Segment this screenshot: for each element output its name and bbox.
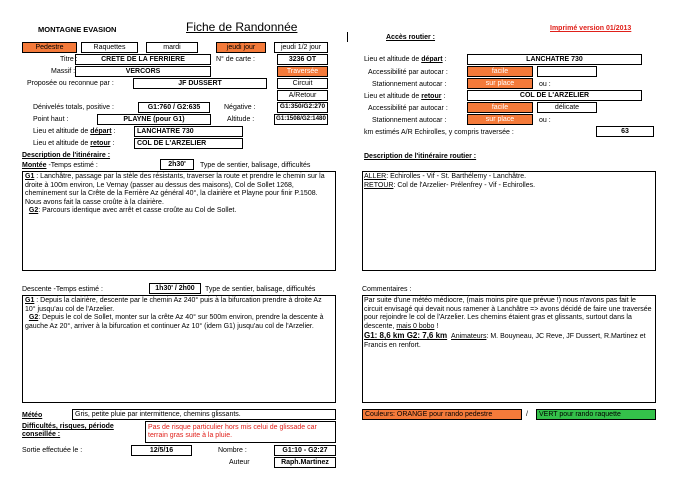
stat2-label: Stationnement autocar : bbox=[372, 117, 447, 124]
km-label: km estimés A/R Echirolles, y compris traversée : bbox=[364, 129, 514, 136]
deniv-label: Dénivelés totals, positive : bbox=[33, 104, 114, 111]
descente-label: Descente -Temps estimé : bbox=[22, 286, 103, 293]
org-name: MONTAGNE EVASION bbox=[38, 25, 117, 34]
meteo-label: Météo bbox=[22, 412, 43, 419]
diff-label: Difficultés, risques, période conseillée : bbox=[22, 423, 114, 439]
desc-title: Description de l'itinéraire : bbox=[22, 152, 111, 159]
stat2-value: sur place bbox=[467, 114, 533, 125]
point-label: Point haut : bbox=[33, 116, 69, 123]
retour-label: Lieu et altitude de retour : bbox=[33, 140, 115, 147]
negative-value: G1:350/G2:270 bbox=[277, 102, 328, 113]
negative-label: Négative : bbox=[224, 104, 256, 111]
legend-green: VERT pour rando raquette bbox=[536, 409, 656, 420]
depart-value: LANCHATRE 730 bbox=[134, 126, 243, 137]
route-text: ALLER: Echirolles - Vif - St. Barthélemy - Lanchâtre. RETOUR: Col de l'Arzelier- Prélenfrey - Vif - Echirolles. bbox=[364, 173, 536, 189]
print-version: Imprimé version 01/2013 bbox=[550, 25, 632, 32]
r-depart-value: LANCHATRE 730 bbox=[467, 54, 642, 65]
tag-aller-retour: A/Retour bbox=[277, 90, 328, 101]
access2-value: facile bbox=[467, 102, 533, 113]
propose-label: Proposée ou reconnue par : bbox=[27, 80, 114, 87]
tag-raquettes: Raquettes bbox=[81, 42, 138, 53]
carte-value: 3236 OT bbox=[277, 54, 328, 65]
massif-label: Massif : bbox=[51, 68, 76, 75]
descente-type-label: Type de sentier, balisage, difficultés bbox=[205, 286, 316, 293]
access1-label: Accessibilité par autocar : bbox=[368, 69, 448, 76]
diff-value: Pas de risque particulier hors mis celui de glissade car terrain gras suite à la pluie. bbox=[145, 421, 336, 443]
descente-text: G1 : Depuis la clairière, descente par le chemin Az 240° puis à la bifurcation prendre à droite Az 10° jusqu'au col de l'Arzelier. G2: Depuis le col de Sollet, monter sur la crête Az 40° sur 500m environ, prendre la descente à gauche Az 20°, arriver à la bifurcation et continuer Az 10° (idem G1) jusqu'au col de l'Arzelier. bbox=[25, 297, 324, 330]
comments-text: Par suite d'une météo médiocre, (mais moins pire que prévue !) nous n'avons pas fait le circuit envisagé qui devait nous ramener à Lanchâtre => avons décidé de faire une traversée pour rejoindre le col de l'Arzelier. Les chemins étaient gras et glissants, surtout dans la descente, mais 0 bobo ! G1: 8,6 km G2: 7,6 km Animateurs: M. Bouyneau, JC Reve, JF Dussert, R.Martinez et Francis en renfort. bbox=[364, 297, 652, 349]
legend-orange: Couleurs: ORANGE pour rando pedestre bbox=[362, 409, 522, 420]
tag-circuit: Circuit bbox=[277, 78, 328, 89]
titre-value: CRETE DE LA FERRIERE bbox=[75, 54, 211, 65]
sortie-value: 12/5/16 bbox=[131, 445, 192, 456]
header-divider bbox=[347, 32, 348, 42]
point-value: PLAYNE (pour G1) bbox=[97, 114, 211, 125]
sortie-label: Sortie effectuée le : bbox=[22, 447, 83, 454]
propose-value: JF DUSSERT bbox=[133, 78, 267, 89]
tag-jeudi-demi-jour: jeudi 1/2 jour bbox=[274, 42, 328, 53]
tag-jeudi-jour: jeudi jour bbox=[216, 42, 266, 53]
altitude-value: G1:1508/G2:1480 bbox=[274, 114, 328, 125]
montee-type-label: Type de sentier, balisage, difficultés bbox=[200, 162, 311, 169]
auteur-value: Raph.Martinez bbox=[274, 457, 336, 468]
tag-pedestre: Pedestre bbox=[22, 42, 77, 53]
km-value: 63 bbox=[596, 126, 654, 137]
depart-label: Lieu et altitude de départ : bbox=[33, 128, 116, 135]
access2-label: Accessibilité par autocar : bbox=[368, 105, 448, 112]
acces-title: Accès routier : bbox=[386, 34, 436, 41]
legend-slash: / bbox=[526, 411, 528, 418]
r-depart-label: Lieu et altitude de départ : bbox=[364, 56, 447, 63]
retour-value: COL DE L'ARZELIER bbox=[134, 138, 243, 149]
access1-alt-box bbox=[537, 66, 597, 77]
nombre-value: G1:10 - G2:27 bbox=[274, 445, 336, 456]
access2-alt: délicate bbox=[537, 102, 597, 113]
stat1-value: sur place bbox=[467, 78, 533, 89]
deniv-value: G1:760 / G2:635 bbox=[138, 102, 210, 113]
stat2-ou: ou : bbox=[539, 117, 551, 124]
stat1-label: Stationnement autocar : bbox=[372, 81, 447, 88]
comments-label: Commentaires : bbox=[362, 286, 412, 293]
montee-text: G1 : Lanchâtre, passage par la stèle des résistants, traverser la route et prendre le chemin sur la droite à 100m environ, Le Vernay (passer au dessus des maisons), Col de Sollet 1268, cheminement sur la Crête de la Ferrière Az général 40°, la clairière et Playne pour finir P.1508. Nous avons fait la casse croûte à la clairière. G2: Parcours identique avec arrêt et casse croûte au Col de Sollet. bbox=[25, 173, 325, 215]
meteo-value: Gris, petite pluie par intermittence, chemins glissants. bbox=[72, 409, 336, 420]
descente-time: 1h30' / 2h00 bbox=[149, 283, 201, 294]
carte-label: N° de carte : bbox=[216, 56, 255, 63]
massif-value: VERCORS bbox=[75, 66, 211, 77]
nombre-label: Nombre : bbox=[218, 447, 247, 454]
auteur-label: Auteur bbox=[229, 459, 250, 466]
access1-value: facile bbox=[467, 66, 533, 77]
route-title: Description de l'itinéraire routier : bbox=[364, 153, 477, 160]
altitude-label: Altitude : bbox=[227, 116, 255, 123]
r-retour-label: Lieu et altitude de retour : bbox=[364, 93, 446, 100]
titre-label: Titre : bbox=[60, 56, 78, 63]
r-retour-value: COL DE L'ARZELIER bbox=[467, 90, 642, 101]
stat1-ou: ou : bbox=[539, 81, 551, 88]
tag-mardi: mardi bbox=[146, 42, 198, 53]
montee-time: 2h30' bbox=[160, 159, 194, 170]
tag-traversee: Traversée bbox=[277, 66, 328, 77]
page-title: Fiche de Randonnée bbox=[186, 20, 298, 34]
montee-label: Montée -Temps estimé : bbox=[22, 162, 98, 169]
